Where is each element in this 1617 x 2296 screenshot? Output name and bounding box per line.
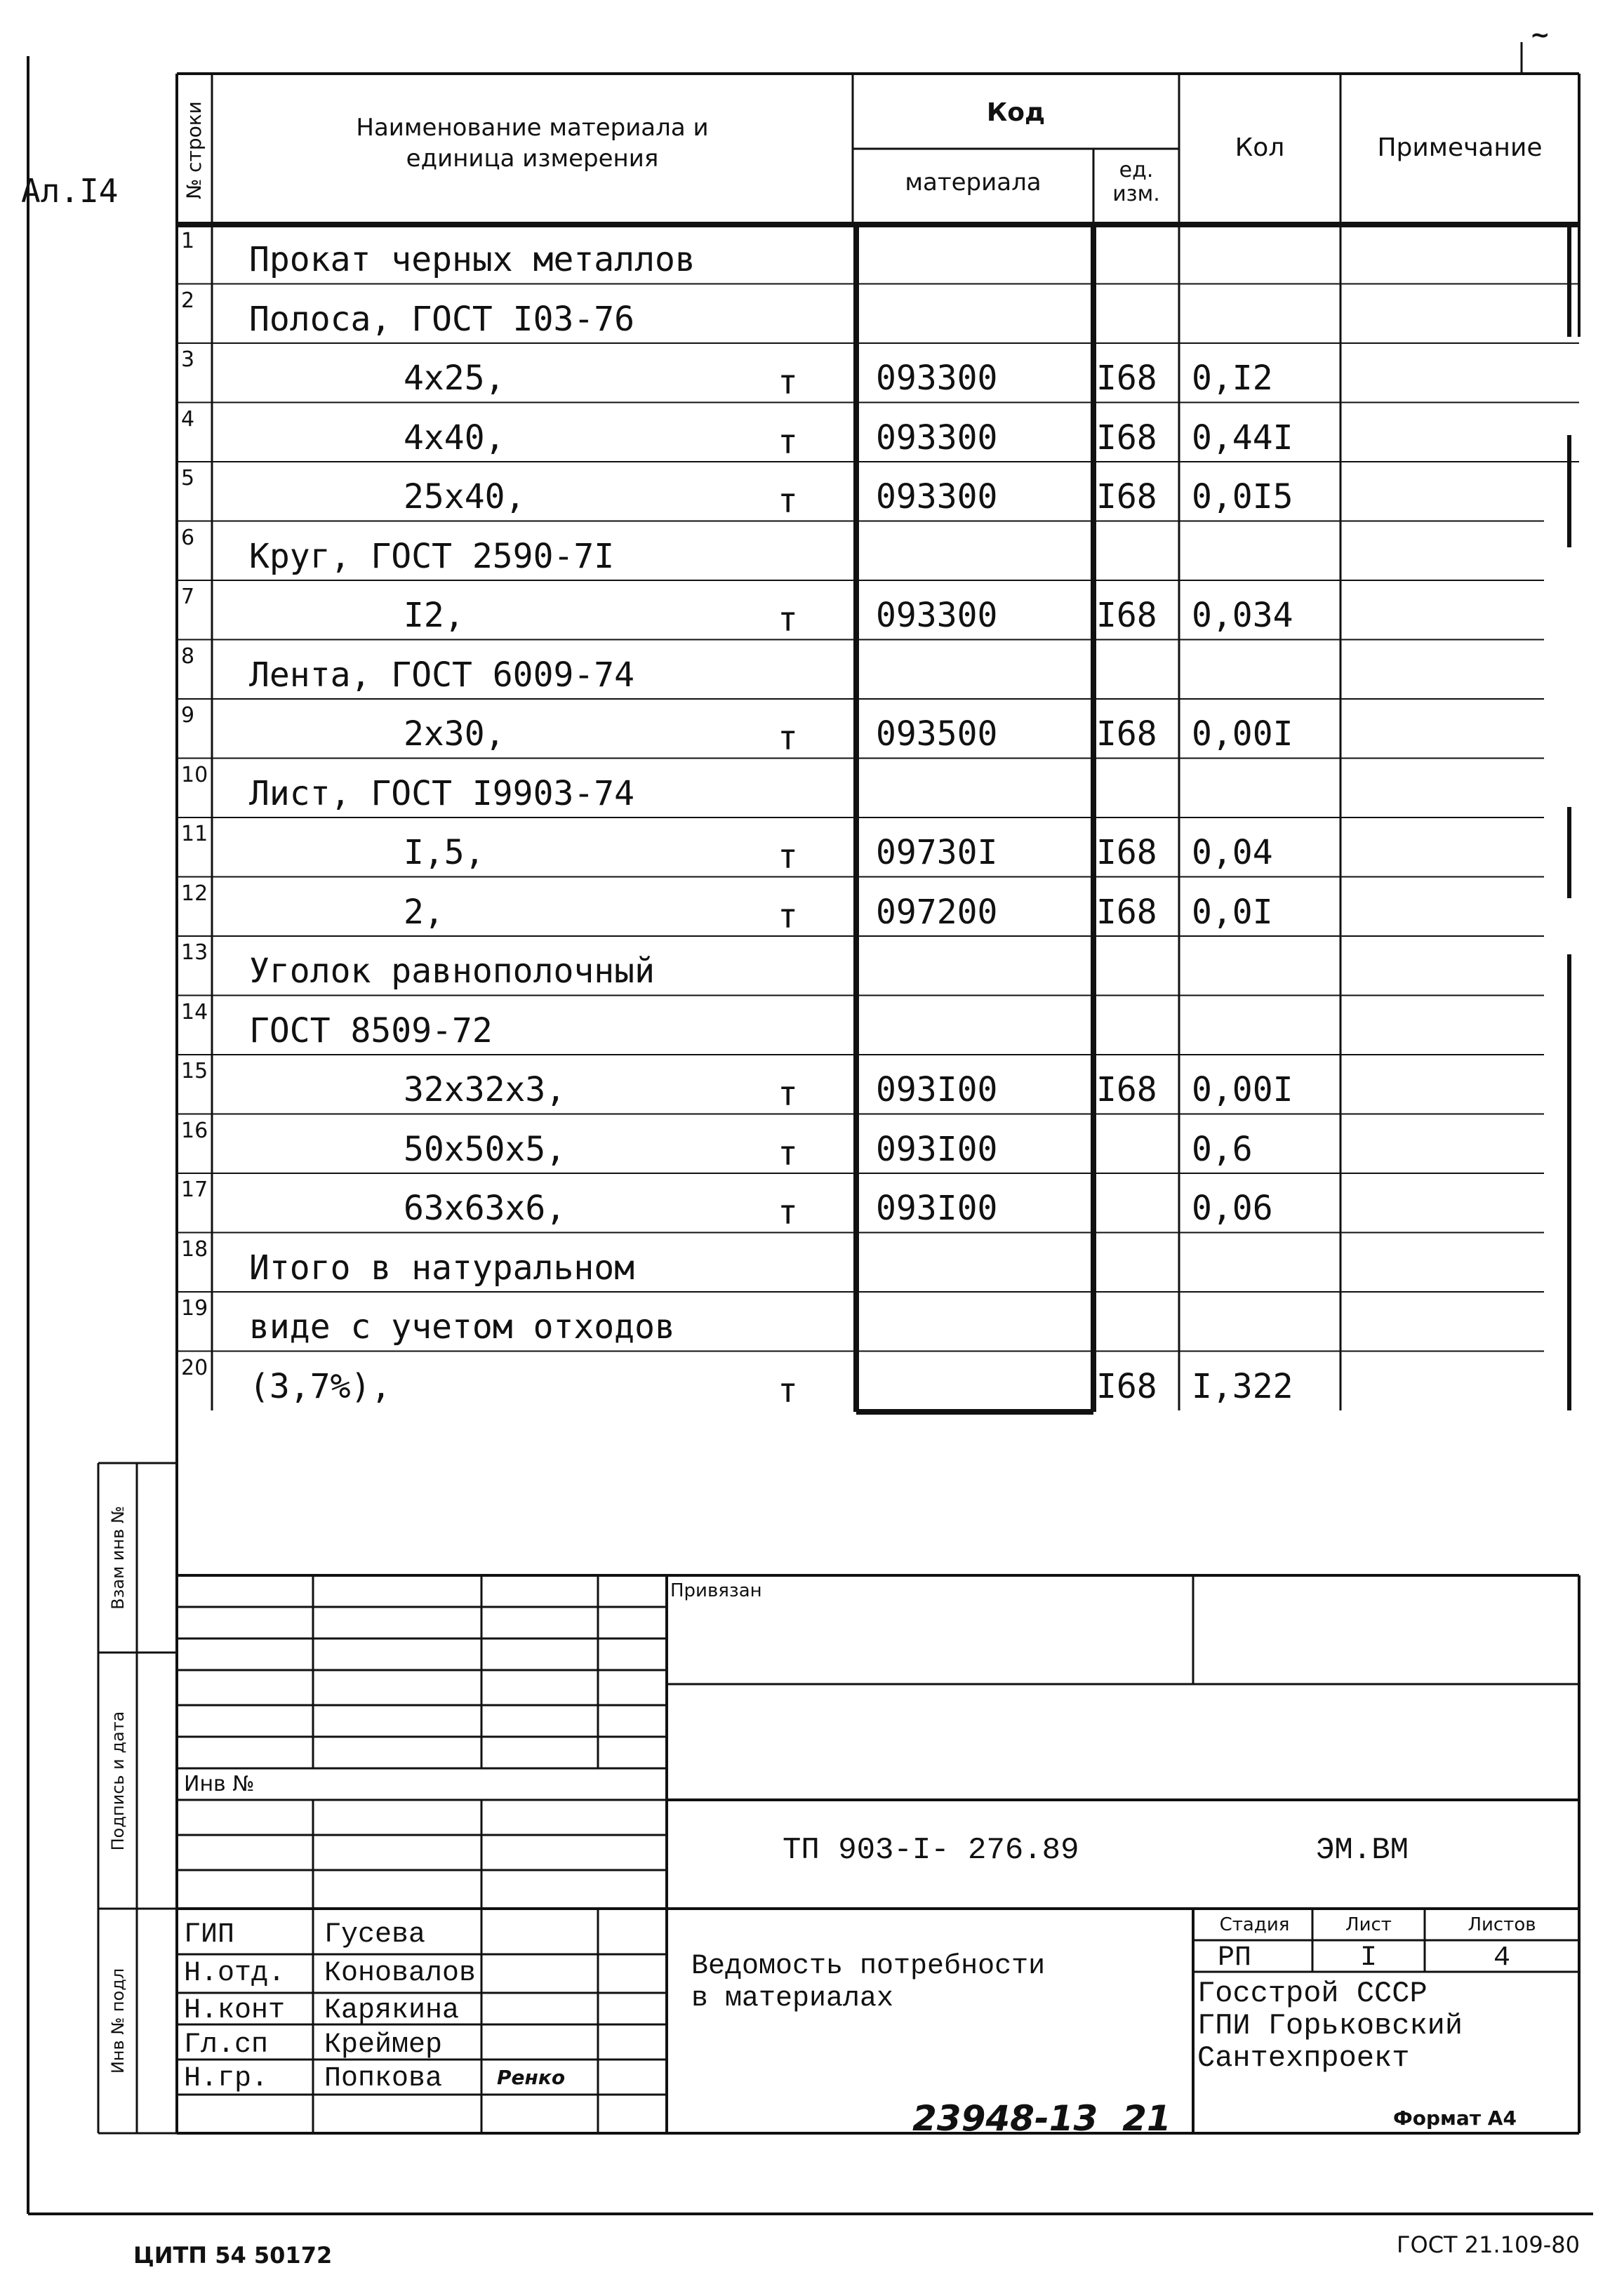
row-number: 11 (181, 822, 208, 846)
row-number: 5 (181, 466, 195, 490)
stage-label: Стадия (1219, 1914, 1290, 1935)
document-title-line-2: в материалах (691, 1983, 894, 2015)
unit-of-measure: т (778, 896, 798, 936)
signature: Ренко (497, 2066, 566, 2089)
stage-value: РП (1218, 1942, 1252, 1974)
organization (1197, 1977, 1463, 2074)
header-code-material: материала (905, 168, 1042, 196)
document-title-line-1: Ведомость потребности (691, 1951, 1046, 1982)
unit-code: I68 (1096, 477, 1157, 516)
material-code: 097200 (876, 892, 998, 932)
material-code: 09730I (876, 833, 998, 872)
sheets-label: Листов (1468, 1914, 1536, 1935)
material-name: 2x30, (404, 714, 505, 754)
quantity: 0,06 (1192, 1189, 1273, 1228)
row-number: 17 (181, 1177, 208, 1202)
material-code: 093300 (876, 418, 998, 458)
unit-of-measure: т (778, 1193, 798, 1232)
document-title (691, 1951, 1045, 2015)
header-note: Примечание (1377, 133, 1543, 162)
material-name: Полоса, ГОСТ I03-76 (249, 299, 635, 339)
header-qty: Кол (1235, 133, 1285, 162)
sheet-label: Ал.I4 (21, 172, 119, 210)
material-code: 093I00 (876, 1189, 998, 1228)
material-name: 4x25, (404, 359, 505, 398)
row-number: 6 (181, 525, 195, 550)
unit-of-measure: т (778, 837, 798, 876)
material-name: Круг, ГОСТ 2590-7I (249, 536, 615, 576)
quantity: 0,04 (1192, 833, 1273, 872)
side-label-podpis: Подпись и дата (108, 1711, 128, 1851)
signatory-role: Н.гр. (184, 2063, 269, 2095)
row-number: 20 (181, 1355, 208, 1380)
signatory-name: Попкова (324, 2063, 443, 2095)
unit-code: I68 (1096, 1070, 1157, 1109)
material-name: 25x40, (404, 477, 526, 516)
quantity: 0,00I (1192, 714, 1293, 754)
unit-code: I68 (1096, 892, 1157, 932)
material-name: 4x40, (404, 418, 505, 458)
material-name: виде с учетом отходов (249, 1307, 675, 1347)
unit-code: I68 (1096, 359, 1157, 398)
material-name: I,5, (404, 833, 485, 872)
material-name: (3,7%), (249, 1366, 392, 1406)
material-name: Лента, ГОСТ 6009-74 (249, 655, 635, 695)
material-name: ГОСТ 8509-72 (249, 1010, 493, 1050)
material-code: 093300 (876, 596, 998, 635)
privyazan-label: Привязан (670, 1580, 762, 1601)
unit-of-measure: т (778, 481, 798, 521)
material-name: 63x63x6, (404, 1189, 566, 1228)
row-number: 4 (181, 406, 195, 432)
material-code: 093500 (876, 714, 998, 754)
side-label-vzam: Взам инв № (108, 1506, 128, 1610)
row-number: 8 (181, 643, 195, 669)
quantity: 0,6 (1192, 1129, 1253, 1169)
row-number: 12 (181, 881, 208, 906)
header-name-line-1: Наименование материала и (356, 114, 709, 142)
unit-code: I68 (1096, 833, 1157, 872)
signatory-role: ГИП (184, 1919, 235, 1951)
quantity: 0,034 (1192, 596, 1293, 635)
row-number: 19 (181, 1296, 208, 1321)
sheet-value: I (1359, 1942, 1377, 1974)
quantity: 0,44I (1192, 418, 1293, 458)
material-code: 093I00 (876, 1070, 998, 1109)
row-number: 15 (181, 1059, 208, 1083)
row-number: 2 (181, 288, 195, 313)
material-name: 50x50x5, (404, 1129, 566, 1169)
inv-no-label: Инв № (184, 1772, 255, 1796)
material-name: Лист, ГОСТ I9903-74 (249, 773, 635, 813)
row-number: 14 (181, 999, 208, 1024)
unit-code: I68 (1096, 596, 1157, 635)
signatory-name: Коновалов (324, 1958, 477, 1989)
unit-of-measure: т (778, 600, 798, 639)
row-number: 10 (181, 762, 208, 787)
header-name-line-2: единица измерения (406, 145, 659, 173)
signatory-role: Н.отд. (184, 1958, 286, 1989)
row-number: 18 (181, 1236, 208, 1262)
top-right-mark: ~ (1530, 21, 1550, 49)
unit-of-measure: т (778, 1074, 798, 1114)
signatory-name: Гусева (324, 1919, 426, 1951)
quantity: 0,00I (1192, 1070, 1293, 1109)
material-name: Итого в натуральном (249, 1248, 635, 1288)
archive-number: 23948-13 21 (912, 2098, 1171, 2139)
row-number: 13 (181, 940, 208, 965)
unit-code: I68 (1096, 1366, 1157, 1406)
signatory-role: Н.конт (184, 1995, 286, 2027)
sheet-label-cell: Лист (1345, 1914, 1392, 1935)
material-code: 093300 (876, 359, 998, 398)
row-number: 7 (181, 585, 195, 609)
unit-code: I68 (1096, 418, 1157, 458)
signatory-name: Креймер (324, 2029, 443, 2061)
row-number: 16 (181, 1118, 208, 1143)
unit-of-measure: т (778, 363, 798, 402)
quantity: 0,0I5 (1192, 477, 1293, 516)
material-name: Прокат черных металлов (249, 240, 696, 279)
designation: ТП 903-I- 276.89 (783, 1833, 1079, 1868)
side-label-inv-podl: Инв № подл (108, 1968, 128, 2074)
row-number: 1 (181, 229, 195, 253)
quantity: I,322 (1192, 1366, 1293, 1406)
organization-line-2: ГПИ Горьковский (1197, 2009, 1463, 2043)
designation-suffix: ЭМ.ВМ (1316, 1833, 1409, 1868)
format-label: Формат А4 (1393, 2107, 1517, 2130)
unit-of-measure: т (778, 719, 798, 758)
unit-code: I68 (1096, 714, 1157, 754)
footer-gost: ГОСТ 21.109-80 (1397, 2231, 1580, 2258)
material-name: I2, (404, 596, 465, 635)
unit-of-measure: т (778, 422, 798, 462)
material-name: Уголок равнополочный (249, 952, 655, 991)
material-name: 2, (404, 892, 444, 932)
signatory-role: Гл.сп (184, 2029, 269, 2061)
quantity: 0,I2 (1192, 359, 1273, 398)
unit-of-measure: т (778, 1133, 798, 1173)
header-code-unit-line-2: изм. (1112, 182, 1160, 206)
material-code: 093I00 (876, 1129, 998, 1169)
quantity: 0,0I (1192, 892, 1273, 932)
footer-left-code: ЦИТП 54 50172 (133, 2242, 333, 2269)
unit-of-measure: т (778, 1370, 798, 1410)
header-code-unit-line-1: ед. (1119, 158, 1154, 182)
material-name: 32x32x3, (404, 1070, 566, 1109)
row-number: 9 (181, 703, 195, 728)
material-code: 093300 (876, 477, 998, 516)
header-rownum: № строки (182, 101, 206, 199)
header-code: Код (986, 98, 1046, 127)
row-number: 3 (181, 347, 195, 372)
sheets-value: 4 (1493, 1942, 1510, 1974)
organization-line-3: Сантехпроект (1197, 2041, 1410, 2075)
organization-line-1: Госстрой СССР (1197, 1977, 1428, 2010)
signatory-name: Карякина (324, 1995, 460, 2027)
